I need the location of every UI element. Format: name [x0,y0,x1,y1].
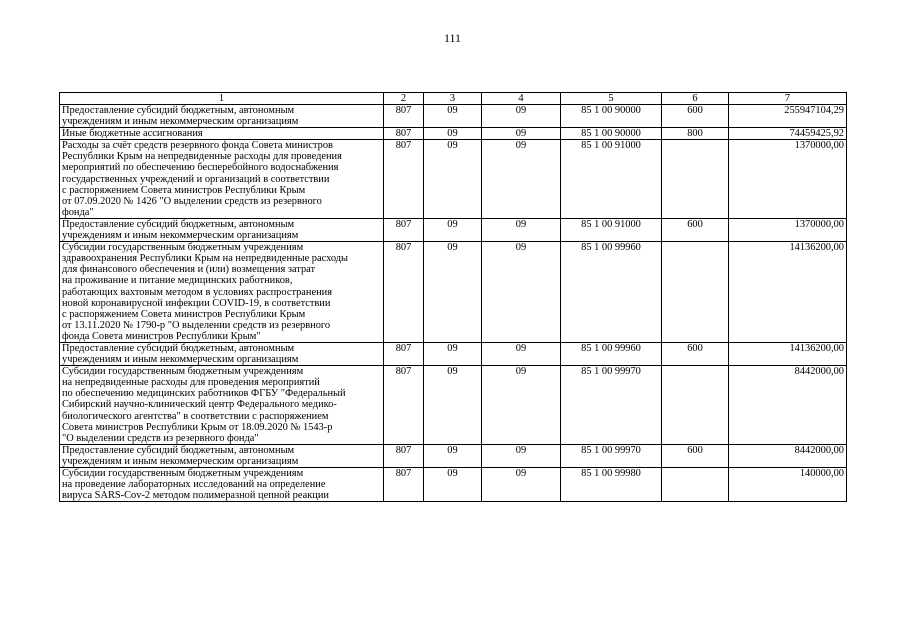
page-number: 111 [443,31,462,45]
expense-kind-cell: 600 [662,444,729,467]
expense-kind-cell [662,242,729,343]
subsection-code-cell: 09 [482,242,561,343]
ministry-code-cell: 807 [384,366,424,445]
column-header: 3 [424,93,482,105]
ministry-code-cell: 807 [384,105,424,128]
expense-kind-cell [662,140,729,219]
amount-cell: 140000,00 [729,468,847,502]
target-article-cell: 85 1 00 99980 [561,468,662,502]
target-article-cell: 85 1 00 91000 [561,140,662,219]
expense-kind-cell: 600 [662,218,729,241]
budget-table [59,92,847,502]
column-header: 5 [561,93,662,105]
expense-kind-cell: 800 [662,128,729,140]
ministry-code-cell: 807 [384,140,424,219]
row-name-cell: Иные бюджетные ассигнования [60,128,384,140]
subsection-code-cell: 09 [482,468,561,502]
ministry-code-cell: 807 [384,242,424,343]
ministry-code-cell: 807 [384,128,424,140]
target-article-cell: 85 1 00 99960 [561,342,662,365]
table-row [60,342,847,365]
target-article-cell: 85 1 00 99960 [561,242,662,343]
subsection-code-cell: 09 [482,342,561,365]
target-article-cell: 85 1 00 99970 [561,444,662,467]
table-row [60,128,847,140]
row-name-cell: Субсидии государственным бюджетным учреждениям на непредвиденные расходы для проведения мероприятий по обеспечению медицинских работников ФГБУ "Федеральный Сибирский научно-клинический центр Федерального медико- биологического агентства" в соответствии с распоряжением Совета министров Республики Крым от 18.09.2020 № 1543-р "О выделении средств из резервного фонда" [60,366,384,445]
ministry-code-cell: 807 [384,444,424,467]
table-row [60,105,847,128]
column-header: 7 [729,93,847,105]
section-code-cell: 09 [424,128,482,140]
ministry-code-cell: 807 [384,218,424,241]
table-row [60,444,847,467]
table-row [60,218,847,241]
section-code-cell: 09 [424,366,482,445]
section-code-cell: 09 [424,218,482,241]
row-name-cell: Предоставление субсидий бюджетным, автономным учреждениям и иным некоммерческим организациям [60,218,384,241]
amount-cell: 8442000,00 [729,366,847,445]
amount-cell: 14136200,00 [729,242,847,343]
target-article-cell: 85 1 00 99970 [561,366,662,445]
table-body [60,105,847,502]
subsection-code-cell: 09 [482,444,561,467]
subsection-code-cell: 09 [482,128,561,140]
row-name-cell: Предоставление субсидий бюджетным, автономным учреждениям и иным некоммерческим организациям [60,105,384,128]
section-code-cell: 09 [424,444,482,467]
subsection-code-cell: 09 [482,218,561,241]
amount-cell: 8442000,00 [729,444,847,467]
table-row [60,140,847,219]
table-row [60,468,847,502]
table-header-row [60,93,847,105]
column-header: 4 [482,93,561,105]
ministry-code-cell: 807 [384,342,424,365]
target-article-cell: 85 1 00 90000 [561,105,662,128]
subsection-code-cell: 09 [482,140,561,219]
table-row [60,242,847,343]
section-code-cell: 09 [424,468,482,502]
column-header: 1 [60,93,384,105]
target-article-cell: 85 1 00 91000 [561,218,662,241]
section-code-cell: 09 [424,242,482,343]
target-article-cell: 85 1 00 90000 [561,128,662,140]
expense-kind-cell [662,468,729,502]
table-row [60,366,847,445]
section-code-cell: 09 [424,140,482,219]
expense-kind-cell [662,366,729,445]
column-header: 2 [384,93,424,105]
amount-cell: 14136200,00 [729,342,847,365]
amount-cell: 74459425,92 [729,128,847,140]
expense-kind-cell: 600 [662,342,729,365]
row-name-cell: Предоставление субсидий бюджетным, автономным учреждениям и иным некоммерческим организациям [60,342,384,365]
row-name-cell: Расходы за счёт средств резервного фонда Совета министров Республики Крым на непредвиденные расходы для проведения мероприятий по обеспечению бесперебойного водоснабжения государственных учреждений и организаций в соответствии с распоряжением Совета министров Республики Крым от 07.09.2020 № 1426 "О выделении средств из резервного фонда" [60,140,384,219]
subsection-code-cell: 09 [482,366,561,445]
amount-cell: 255947104,29 [729,105,847,128]
section-code-cell: 09 [424,105,482,128]
ministry-code-cell: 807 [384,468,424,502]
amount-cell: 1370000,00 [729,218,847,241]
row-name-cell: Субсидии государственным бюджетным учреждениям здравоохранения Республики Крым на непредвиденные расходы для финансового обеспечения и (или) возмещения затрат на проживание и питание медицинских работников, работающих вахтовым методом в условиях распространения новой коронавирусной инфекции COVID-19, в соответствии с распоряжением Совета министров Республики Крым от 13.11.2020 № 1790-р "О выделении средств из резервного фонда Совета министров Республики Крым" [60,242,384,343]
column-header: 6 [662,93,729,105]
subsection-code-cell: 09 [482,105,561,128]
amount-cell: 1370000,00 [729,140,847,219]
row-name-cell: Субсидии государственным бюджетным учреждениям на проведение лабораторных исследований на определение вируса SARS-Cov-2 методом полимеразной цепной реакции [60,468,384,502]
section-code-cell: 09 [424,342,482,365]
expense-kind-cell: 600 [662,105,729,128]
row-name-cell: Предоставление субсидий бюджетным, автономным учреждениям и иным некоммерческим организациям [60,444,384,467]
